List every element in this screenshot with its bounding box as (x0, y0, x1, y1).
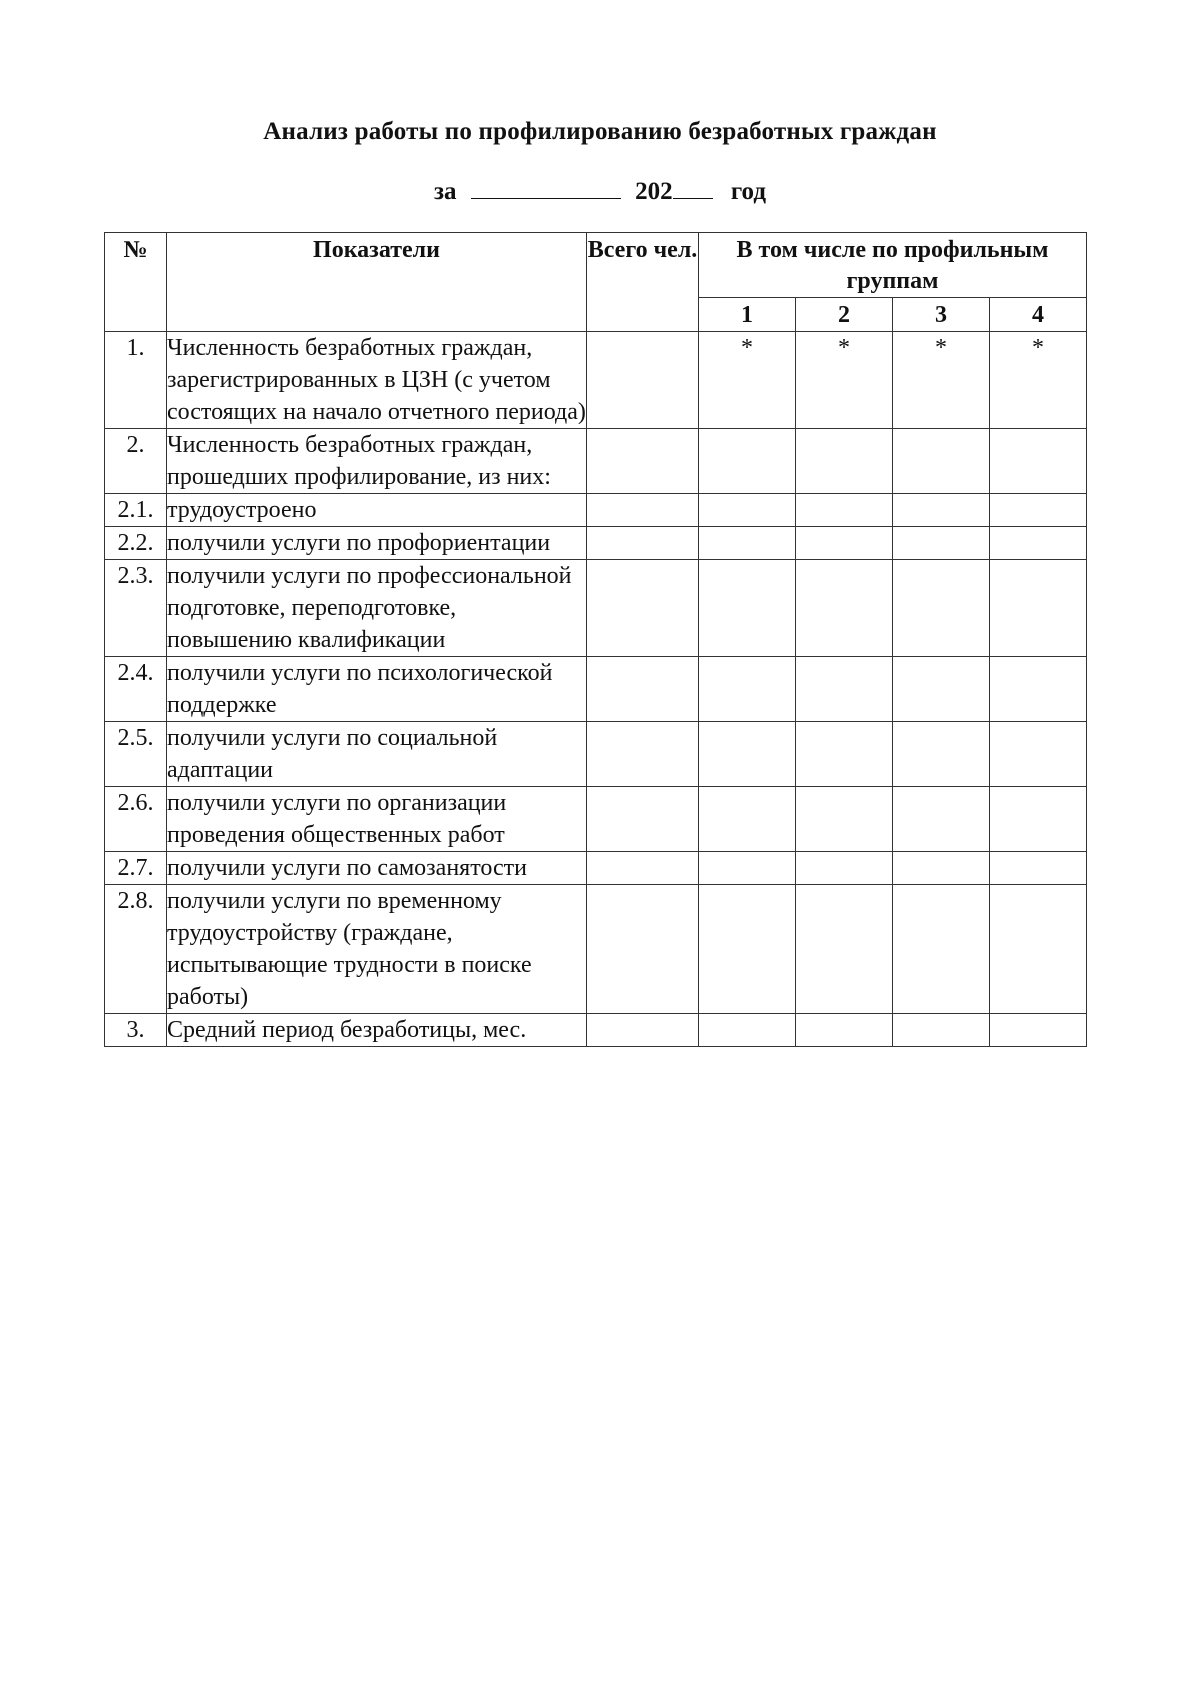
table-row (105, 722, 1087, 787)
period-blank (471, 197, 621, 199)
table-row (105, 885, 1087, 1014)
row-group-cell (699, 429, 796, 494)
document-title: Анализ работы по профилированию безработных граждан (263, 118, 937, 145)
row-total-cell (587, 885, 699, 1014)
row-group-cell (893, 527, 990, 560)
row-number: 3. (105, 1014, 167, 1047)
row-indicator: получили услуги по временному трудоустройству (граждане, испытывающие трудности в поиске работы) (167, 885, 587, 1014)
table-row (105, 429, 1087, 494)
row-group-cell (893, 494, 990, 527)
row-number: 2.6. (105, 787, 167, 852)
row-group-cell (893, 560, 990, 657)
row-number: 1. (105, 332, 167, 429)
report-period (0, 178, 1200, 206)
row-number: 2.5. (105, 722, 167, 787)
row-group-cell (796, 787, 893, 852)
row-total-cell (587, 787, 699, 852)
row-total-cell (587, 494, 699, 527)
header-group-3: 3 (893, 298, 990, 332)
row-number: 2.3. (105, 560, 167, 657)
row-group-cell (796, 527, 893, 560)
row-group-cell (699, 657, 796, 722)
row-group-cell (893, 722, 990, 787)
table-row (105, 852, 1087, 885)
table-row (105, 560, 1087, 657)
row-total-cell (587, 429, 699, 494)
row-group-cell (990, 527, 1087, 560)
row-group-cell (796, 560, 893, 657)
row-group-cell (990, 494, 1087, 527)
row-indicator: получили услуги по организации проведения общественных работ (167, 787, 587, 852)
row-group-cell (699, 885, 796, 1014)
row-number: 2.1. (105, 494, 167, 527)
row-indicator: получили услуги по профессиональной подготовке, переподготовке, повышению квалификации (167, 560, 587, 657)
row-group-cell (990, 885, 1087, 1014)
header-group-1: 1 (699, 298, 796, 332)
row-group-cell (796, 852, 893, 885)
row-total-cell (587, 722, 699, 787)
row-group-cell (893, 885, 990, 1014)
year-blank (673, 197, 713, 199)
row-total-cell (587, 657, 699, 722)
row-group-cell (990, 722, 1087, 787)
row-number: 2.4. (105, 657, 167, 722)
row-group-cell (990, 429, 1087, 494)
row-group-cell (699, 494, 796, 527)
row-group-cell (990, 657, 1087, 722)
row-group-cell: * (893, 332, 990, 429)
row-group-cell (893, 657, 990, 722)
row-group-cell (990, 560, 1087, 657)
row-group-cell (796, 1014, 893, 1047)
row-group-cell (893, 1014, 990, 1047)
row-total-cell (587, 852, 699, 885)
row-indicator: Средний период безработицы, мес. (167, 1014, 587, 1047)
period-prefix: за (434, 178, 457, 205)
row-group-cell (796, 722, 893, 787)
row-indicator: Численность безработных граждан, зарегистрированных в ЦЗН (с учетом состоящих на начало отчетного периода) (167, 332, 587, 429)
row-group-cell (699, 560, 796, 657)
header-group-2: 2 (796, 298, 893, 332)
row-number: 2. (105, 429, 167, 494)
row-total-cell (587, 1014, 699, 1047)
row-indicator: Численность безработных граждан, прошедших профилирование, из них: (167, 429, 587, 494)
row-group-cell (990, 852, 1087, 885)
row-total-cell (587, 560, 699, 657)
table-row (105, 1014, 1087, 1047)
header-total: Всего чел. (587, 233, 699, 332)
table-header-row (105, 233, 1087, 298)
table-row (105, 787, 1087, 852)
row-group-cell (796, 885, 893, 1014)
row-group-cell (796, 657, 893, 722)
table-row (105, 657, 1087, 722)
row-indicator: получили услуги по профориентации (167, 527, 587, 560)
header-number: № (105, 233, 167, 332)
header-group-4: 4 (990, 298, 1087, 332)
table-row (105, 527, 1087, 560)
profiling-report-table (104, 232, 1087, 1047)
year-prefix: 202 (635, 178, 673, 205)
row-group-cell (699, 787, 796, 852)
row-total-cell (587, 527, 699, 560)
row-group-cell: * (990, 332, 1087, 429)
row-group-cell (990, 1014, 1087, 1047)
row-number: 2.2. (105, 527, 167, 560)
table-row (105, 494, 1087, 527)
row-group-cell (699, 527, 796, 560)
row-group-cell (699, 1014, 796, 1047)
row-group-cell (796, 494, 893, 527)
row-group-cell (893, 429, 990, 494)
row-group-cell (893, 787, 990, 852)
row-indicator: получили услуги по самозанятости (167, 852, 587, 885)
period-suffix: год (730, 178, 766, 205)
row-group-cell (796, 429, 893, 494)
row-indicator: получили услуги по социальной адаптации (167, 722, 587, 787)
table-row (105, 332, 1087, 429)
row-group-cell (699, 852, 796, 885)
row-total-cell (587, 332, 699, 429)
row-group-cell: * (796, 332, 893, 429)
row-indicator: трудоустроено (167, 494, 587, 527)
row-group-cell (990, 787, 1087, 852)
row-indicator: получили услуги по психологической поддержке (167, 657, 587, 722)
row-number: 2.7. (105, 852, 167, 885)
row-number: 2.8. (105, 885, 167, 1014)
row-group-cell: * (699, 332, 796, 429)
row-group-cell (699, 722, 796, 787)
header-indicators: Показатели (167, 233, 587, 332)
header-groups: В том числе по профильным группам (699, 233, 1087, 298)
row-group-cell (893, 852, 990, 885)
